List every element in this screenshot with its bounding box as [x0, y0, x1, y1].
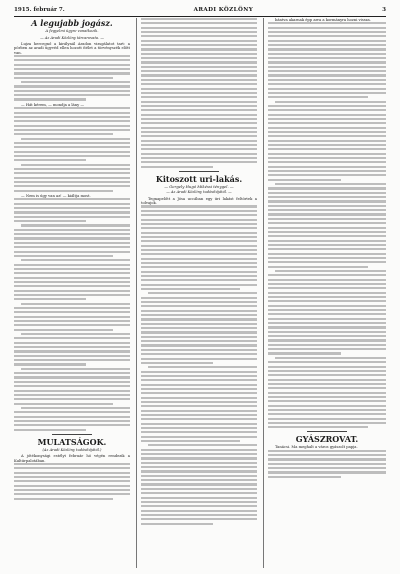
article-title: Kitoszott uri-lakás.: [155, 173, 243, 184]
section-divider: [307, 431, 347, 432]
article-paragraph: Tanácsi. Ma meghalt a város gyászolt papja.: [275, 445, 358, 450]
article-body-text: [141, 205, 257, 524]
column-divider: [136, 18, 137, 568]
section-divider: [52, 434, 92, 435]
article-body-text: [14, 463, 130, 500]
article-paragraph: — Nem is úgy van az! — kiáltja most.: [21, 194, 91, 199]
article-paragraph: Lujza hercegnő a királynál Aradon vizsgálatot tart: a pörben az aradi ügyvéd ellen hozott ítélet a törvényszék előtt van.: [14, 42, 130, 55]
column-3: [268, 18, 386, 480]
section-title: MULATSÁGOK.: [37, 436, 107, 447]
article-body-text: [141, 18, 257, 168]
article-paragraph: A jótékonysági estélyt február hó végén rendezik a Kultúrpalotában.: [14, 454, 130, 463]
header-rule: [14, 16, 386, 17]
article-body-text: [268, 22, 386, 428]
section-divider: [179, 171, 219, 172]
article-paragraph: bántva akarnak épp arra a kormányra hozni vissza.: [275, 18, 371, 22]
article-body-text: [14, 107, 130, 192]
article-subhead: — Gergely Hugó Mikéssi ténygel. —: [164, 183, 234, 189]
column-2: [141, 18, 257, 527]
article-byline: A fegyelmi ügyre vonatkozik.: [45, 29, 99, 33]
paper-name: ARADI KÖZLÖNY: [193, 7, 254, 13]
article-source: — Az Aradi Közlöny tudósítójától. —: [166, 190, 232, 195]
article-paragraph: Tegnapelőtt a Jósa uccában egy úri lakást feltörtek a tolvajok.: [141, 196, 257, 206]
article-title: A legujabb jogász.: [31, 18, 113, 28]
section-source: (Az Aradi Közlöny tudósítójától.): [42, 447, 102, 452]
article-body-text: [268, 450, 386, 478]
article-source: — Az Aradi Közlöny tárcarovata. —: [40, 35, 104, 40]
article-paragraph: — Hát kérem, — mondja a lány —: [21, 102, 85, 107]
page-header: [14, 5, 386, 15]
article-body-text: [14, 55, 130, 101]
article-body-text: [14, 198, 130, 430]
issue-date: 1915. február 7.: [14, 7, 65, 13]
column-1: [14, 18, 130, 502]
section-title: GYÁSZROVAT.: [295, 434, 359, 445]
page-number: 3: [382, 7, 386, 13]
column-divider: [263, 18, 264, 568]
